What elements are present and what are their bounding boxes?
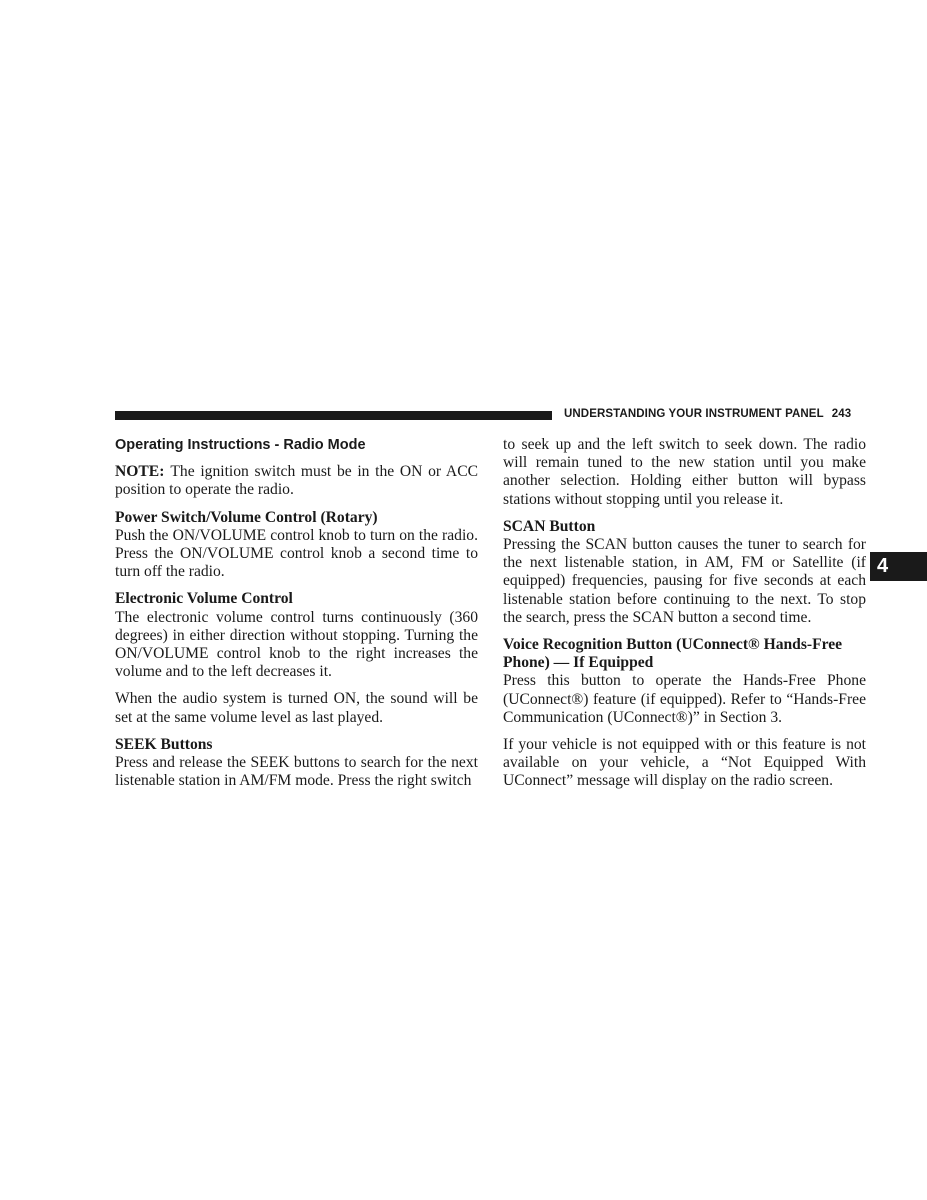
- volume-heading: Electronic Volume Control: [115, 590, 293, 608]
- page-number: 243: [831, 408, 852, 420]
- seek-text-continued: to seek up and the left switch to seek down. The radio will remain tuned to the new station until you make another selection. Holding either button will bypass stations without stopping until you release it.: [503, 436, 866, 508]
- left-column: [115, 436, 478, 799]
- scan-heading: SCAN Button: [503, 517, 596, 535]
- right-column: [503, 436, 866, 800]
- header-rule: [115, 411, 552, 420]
- header-title: UNDERSTANDING YOUR INSTRUMENT PANEL: [564, 408, 824, 420]
- volume-text: The electronic volume control turns continuously (360 degrees) in either direction without stopping. Turning the ON/VOLUME control knob to the right increases the volume and to the left decreases it.: [115, 608, 478, 681]
- power-block: [115, 509, 478, 582]
- volume-block: [115, 590, 478, 681]
- section-tab: 4: [870, 552, 927, 581]
- note-text: The ignition switch must be in the ON or ACC position to operate the radio.: [115, 463, 478, 499]
- voice-text-2: If your vehicle is not equipped with or this feature is not available on your vehicle, a “Not Equipped With UConnect” message will display on the radio screen.: [503, 736, 866, 790]
- voice-heading: Voice Recognition Button (UConnect® Hands-Free Phone) — If Equipped: [503, 636, 843, 672]
- voice-text: Press this button to operate the Hands-Free Phone (UConnect®) feature (if equipped). Refer to “Hands-Free Communication (UConnect®)” in Section 3.: [503, 672, 866, 726]
- volume-text-2: When the audio system is turned ON, the sound will be set at the same volume level as last played.: [115, 690, 478, 726]
- seek-heading: SEEK Buttons: [115, 735, 213, 753]
- section-heading: Operating Instructions - Radio Mode: [115, 437, 366, 453]
- running-header: [564, 408, 864, 420]
- scan-text: Pressing the SCAN button causes the tuner to search for the next listenable station, in AM, FM or Satellite (if equipped) frequencies, pausing for five seconds at each listenable station before continuing to the next. To stop the search, press the SCAN button a second time.: [503, 536, 866, 626]
- note-paragraph: [115, 463, 478, 499]
- power-text: Push the ON/VOLUME control knob to turn on the radio. Press the ON/VOLUME control knob a second time to turn off the radio.: [115, 526, 478, 581]
- power-heading: Power Switch/Volume Control (Rotary): [115, 508, 378, 526]
- seek-text: Press and release the SEEK buttons to search for the next listenable station in AM/FM mode. Press the right switch: [115, 754, 478, 790]
- scan-block: [503, 518, 866, 627]
- note-label: NOTE:: [115, 463, 165, 481]
- seek-block: [115, 736, 478, 791]
- voice-block: [503, 636, 866, 727]
